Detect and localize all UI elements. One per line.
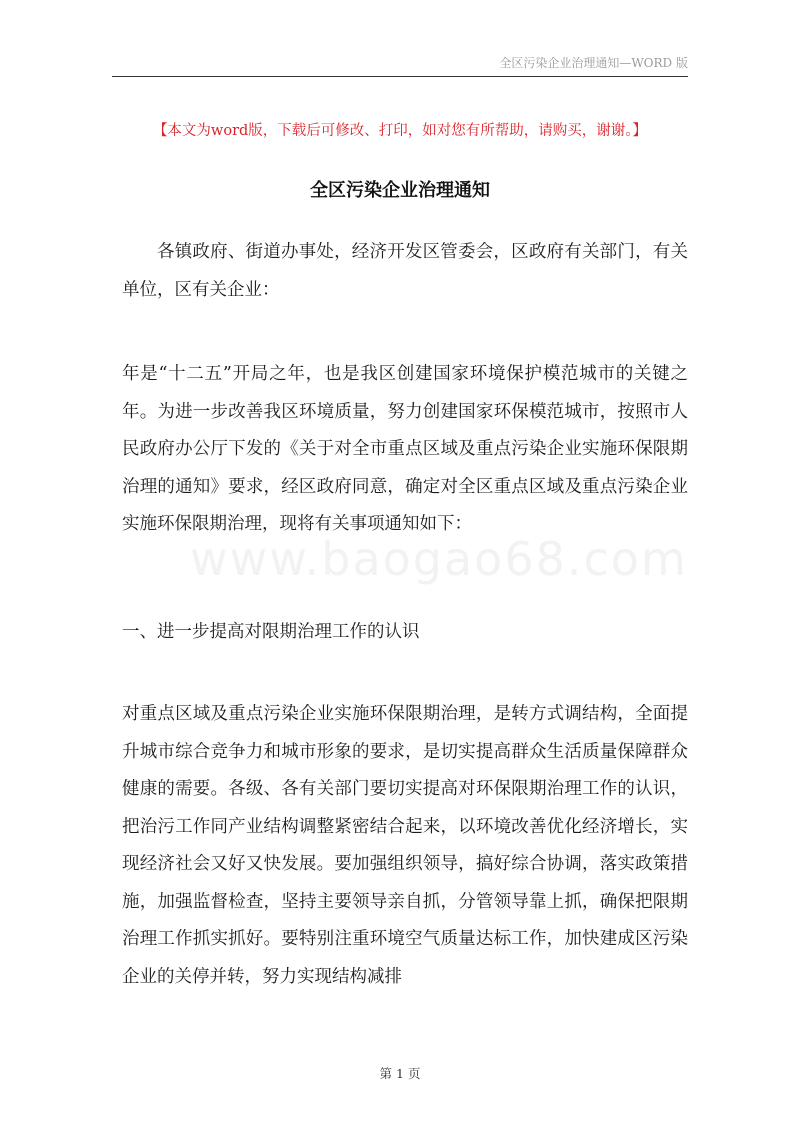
paragraph-body-1: 对重点区域及重点污染企业实施环保限期治理，是转方式调结构，全面提升城市综合竞争力和城市形象的要求，是切实提高群众生活质量保障群众健康的需要。各级、各有关部门要切实提高对环保限期治理工作的认识，把治污工作同产业结构调整紧密结合起来，以环境改善优化经济增长，实现经济社会又好又快发展。要加强组织领导，搞好综合协调，落实政策措施，加强监督检查，坚持主要领导亲自抓，分管领导靠上抓，确保把限期治理工作抓实抓好。要特别注重环境空气质量达标工作，加快建成区污染企业的关停并转，努力实现结构减排 xyxy=(122,704,688,987)
section-heading-1: 一、进一步提高对限期治理工作的认识 xyxy=(122,622,420,642)
paragraph-address: 各镇政府、街道办事处，经济开发区管委会，区政府有关部门，有关单位，区有关企业： xyxy=(122,242,688,300)
paragraph-intro: 年是“十二五”开局之年，也是我区创建国家环境保护模范城市的关键之年。为进一步改善我区环境质量，努力创建国家环保模范城市，按照市人民政府办公厅下发的《关于对全市重点区域及重点污染企业实施环保限期治理的通知》要求，经区政府同意，确定对全区重点区域及重点污染企业实施环保限期治理，现将有关事项通知如下： xyxy=(122,364,688,534)
watermark: www.baogao68.com xyxy=(190,532,688,586)
page-number: 第 1 页 xyxy=(379,1066,421,1081)
document-title: 全区污染企业治理通知 xyxy=(310,180,490,201)
header-divider xyxy=(112,76,688,77)
purchase-notice: 【本文为word版，下载后可修改、打印，如对您有所帮助，请购买，谢谢。】 xyxy=(152,123,648,139)
running-header: 全区污染企业治理通知—WORD 版 xyxy=(499,56,688,70)
